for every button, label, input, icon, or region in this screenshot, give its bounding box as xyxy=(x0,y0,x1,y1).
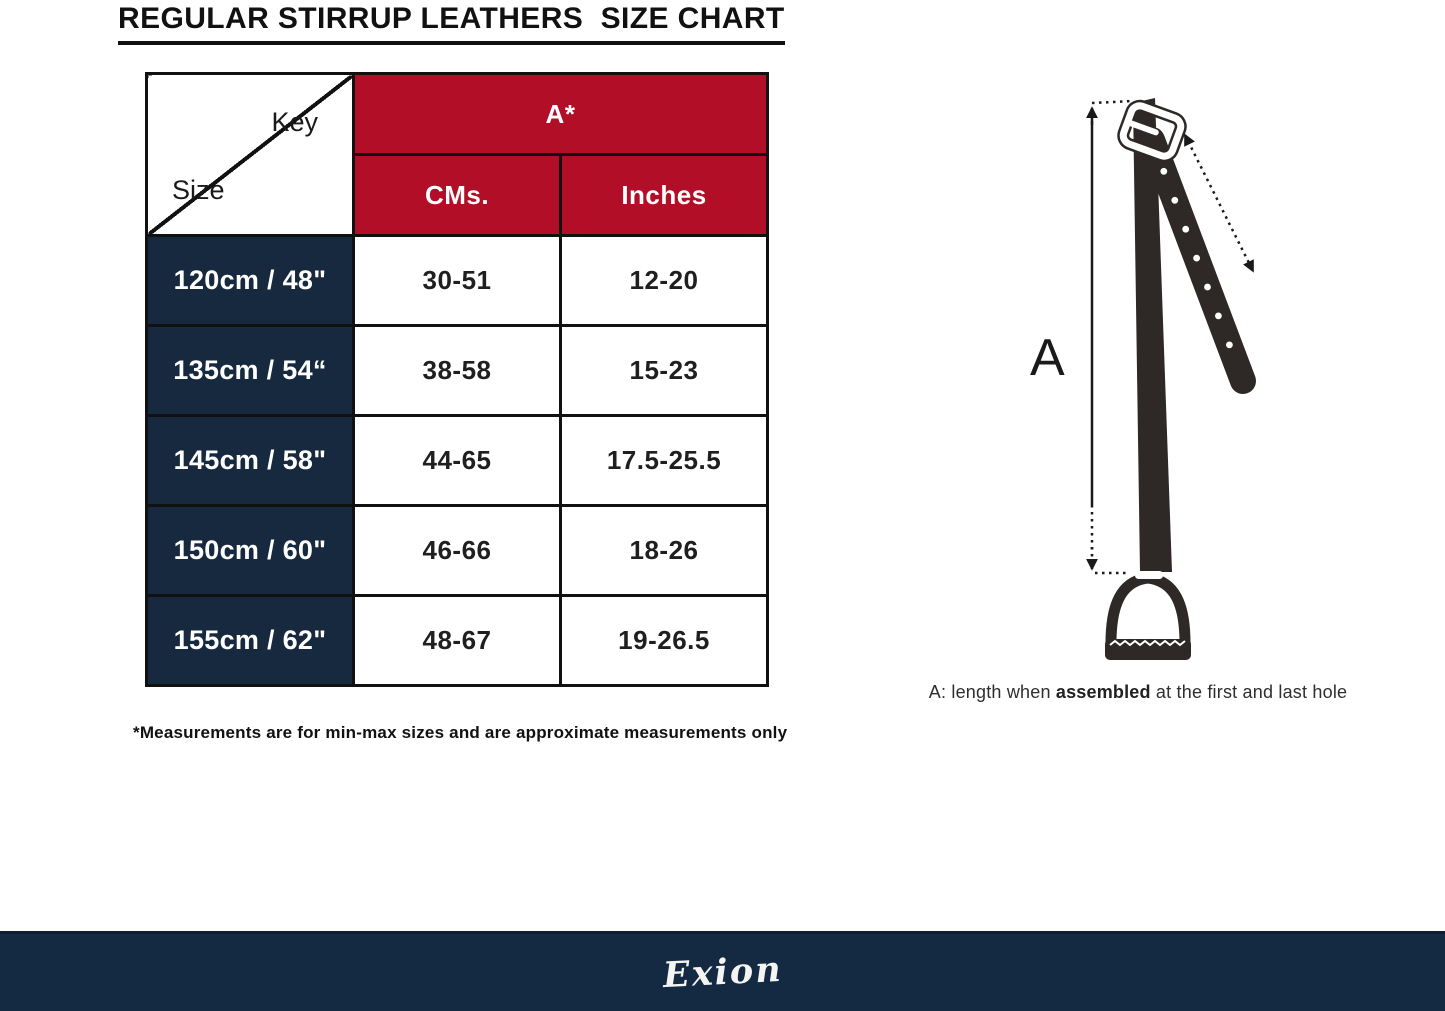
corner-key-label: Key xyxy=(271,107,318,137)
corner-size-label: Size xyxy=(172,175,225,205)
table-row xyxy=(147,326,768,416)
caption-bold-word: assembled xyxy=(1055,682,1151,702)
table-row xyxy=(147,236,768,326)
footer-bar xyxy=(0,931,1445,1011)
size-cell: 145cm / 58" xyxy=(147,416,354,506)
measurement-line-a xyxy=(1092,101,1133,573)
dimension-a-caption xyxy=(898,682,1378,703)
corner-header-cell xyxy=(147,74,354,236)
page-title: REGULAR STIRRUP LEATHERS SIZE CHART xyxy=(118,2,785,45)
size-cell: 150cm / 60" xyxy=(147,506,354,596)
group-header-a: A* xyxy=(354,74,768,155)
cms-cell: 30-51 xyxy=(354,236,561,326)
measurements-footnote: *Measurements are for min-max sizes and are approximate measurements only xyxy=(133,723,788,742)
inches-cell: 19-26.5 xyxy=(561,596,768,686)
cms-cell: 38-58 xyxy=(354,326,561,416)
column-header-cms: CMs. xyxy=(354,155,561,236)
inches-cell: 15-23 xyxy=(561,326,768,416)
buckle xyxy=(1121,103,1184,158)
size-cell: 120cm / 48" xyxy=(147,236,354,326)
caption-prefix: A: length when xyxy=(928,682,1056,702)
inches-cell: 18-26 xyxy=(561,506,768,596)
table-row xyxy=(147,506,768,596)
dimension-a-label: A xyxy=(1030,329,1065,387)
strap-slot xyxy=(1135,571,1163,579)
table-row xyxy=(147,416,768,506)
cms-cell: 48-67 xyxy=(354,596,561,686)
size-cell: 155cm / 62" xyxy=(147,596,354,686)
brand-logo: Exion xyxy=(661,948,784,997)
cms-cell: 44-65 xyxy=(354,416,561,506)
cms-cell: 46-66 xyxy=(354,506,561,596)
inches-cell: 12-20 xyxy=(561,236,768,326)
size-chart-table xyxy=(145,72,769,687)
inches-cell: 17.5-25.5 xyxy=(561,416,768,506)
size-cell: 135cm / 54“ xyxy=(147,326,354,416)
table-row xyxy=(147,596,768,686)
caption-suffix: at the first and last hole xyxy=(1150,682,1348,702)
stirrup-iron xyxy=(1105,571,1191,660)
column-header-inches: Inches xyxy=(561,155,768,236)
